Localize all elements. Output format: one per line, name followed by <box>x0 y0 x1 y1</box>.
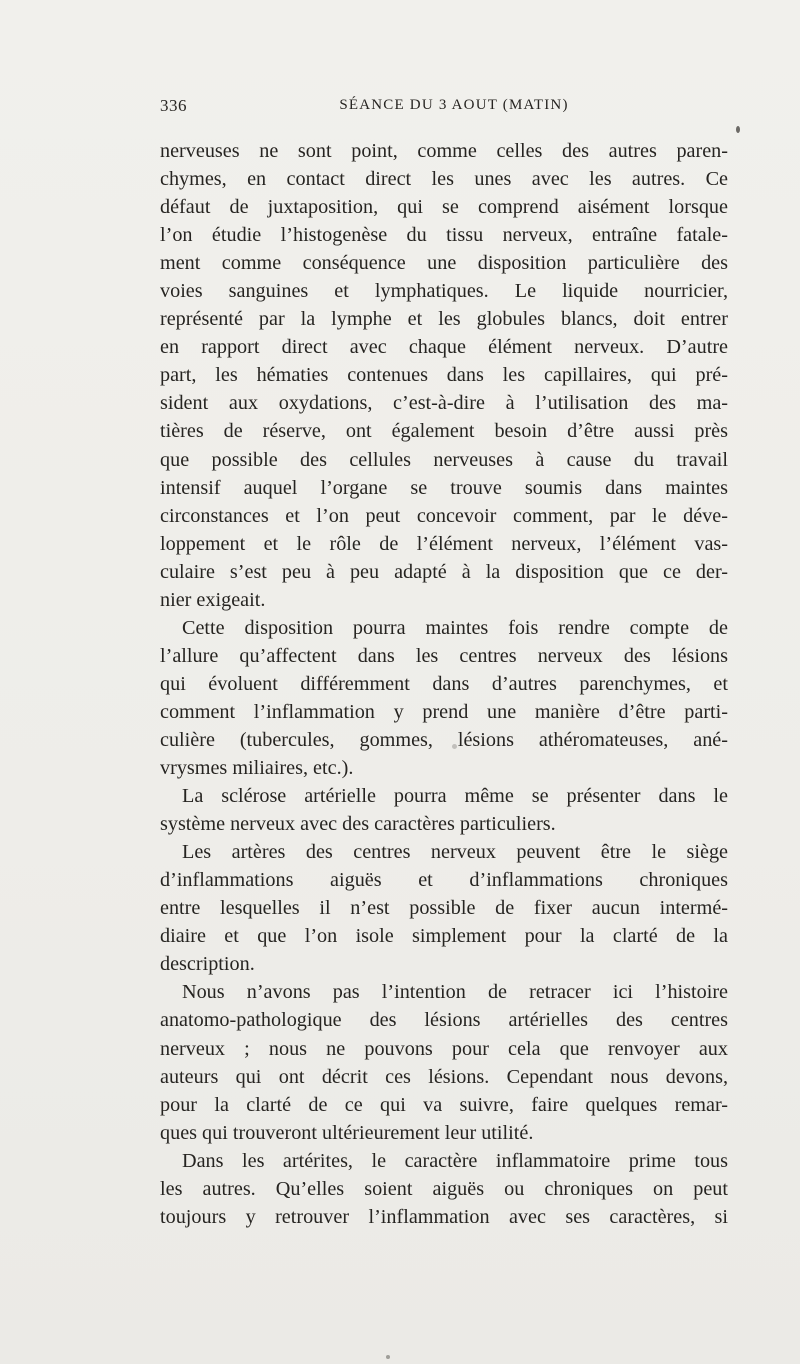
page-number: 336 <box>160 96 187 115</box>
text-line: tières de réserve, ont également besoin d’être aussi près <box>160 420 728 443</box>
text-line: auteurs qui ont décrit ces lésions. Cependant nous devons, <box>160 1065 728 1088</box>
text-line: Dans les artérites, le caractère inflammatoire prime tous <box>182 1149 728 1172</box>
text-line: nerveuses ne sont point, comme celles des autres paren- <box>160 140 728 162</box>
text-line: culaire s’est peu à peu adapté à la disposition que ce der- <box>160 560 728 583</box>
text-line: ment comme conséquence une disposition particulière des <box>160 252 728 275</box>
text-line: entre lesquelles il n’est possible de fixer aucun intermé- <box>160 897 728 920</box>
text-line: toujours y retrouver l’inflammation avec ses caractères, si <box>160 1205 728 1228</box>
text-line: l’allure qu’affectent dans les centres nerveux des lésions <box>160 644 728 667</box>
text-line: voies sanguines et lymphatiques. Le liquide nourricier, <box>160 280 728 303</box>
running-title: SÉANCE DU 3 AOUT (MATIN) <box>339 97 569 113</box>
text-line: culière (tubercules, gommes, lésions athéromateuses, ané- <box>160 728 728 751</box>
text-line: part, les hématies contenues dans les capillaires, qui pré- <box>160 364 728 387</box>
text-line: loppement et le rôle de l’élément nerveux, l’élément vas- <box>160 532 728 555</box>
text-line: les autres. Qu’elles soient aiguës ou chroniques on peut <box>160 1177 728 1200</box>
text-line: d’inflammations aiguës et d’inflammations chroniques <box>160 869 728 892</box>
text-line: Cette disposition pourra maintes fois rendre compte de <box>182 616 728 639</box>
text-line: anatomo-pathologique des lésions artérielles des centres <box>160 1009 728 1032</box>
text-line: description. <box>160 953 255 976</box>
text-line: que possible des cellules nerveuses à cause du travail <box>160 448 728 471</box>
text-line: qui évoluent différemment dans d’autres parenchymes, et <box>160 672 728 695</box>
text-line: chymes, en contact direct les unes avec les autres. Ce <box>160 168 728 191</box>
body-text <box>160 137 728 1231</box>
running-head <box>160 96 730 126</box>
text-line: représenté par la lymphe et les globules blancs, doit entrer <box>160 308 728 331</box>
text-line: diaire et que l’on isole simplement pour la clarté de la <box>160 925 728 948</box>
text-line: défaut de juxtaposition, qui se comprend aisément lorsque <box>160 196 728 219</box>
text-line: pour la clarté de ce qui va suivre, faire quelques remar- <box>160 1093 728 1116</box>
ink-speck <box>386 1355 390 1359</box>
text-line: en rapport direct avec chaque élément nerveux. D’autre <box>160 336 728 359</box>
text-line: nier exigeait. <box>160 588 266 611</box>
text-line: sident aux oxydations, c’est-à-dire à l’utilisation des ma- <box>160 392 728 415</box>
text-line: Nous n’avons pas l’intention de retracer ici l’histoire <box>182 981 728 1004</box>
ink-speck <box>736 126 740 133</box>
text-line: Les artères des centres nerveux peuvent être le siège <box>182 841 728 864</box>
text-line: système nerveux avec des caractères particuliers. <box>160 813 556 836</box>
text-line: La sclérose artérielle pourra même se présenter dans le <box>182 785 728 808</box>
ink-speck <box>452 744 457 749</box>
text-line: nerveux ; nous ne pouvons pour cela que renvoyer aux <box>160 1037 728 1060</box>
text-line: circonstances et l’on peut concevoir comment, par le déve- <box>160 504 728 527</box>
text-line: intensif auquel l’organe se trouve soumis dans maintes <box>160 476 728 499</box>
text-line: comment l’inflammation y prend une manière d’être parti- <box>160 700 728 723</box>
text-line: vrysmes miliaires, etc.). <box>160 757 354 780</box>
text-line: l’on étudie l’histogenèse du tissu nerveux, entraîne fatale- <box>160 224 728 247</box>
text-line: ques qui trouveront ultérieurement leur utilité. <box>160 1121 534 1144</box>
